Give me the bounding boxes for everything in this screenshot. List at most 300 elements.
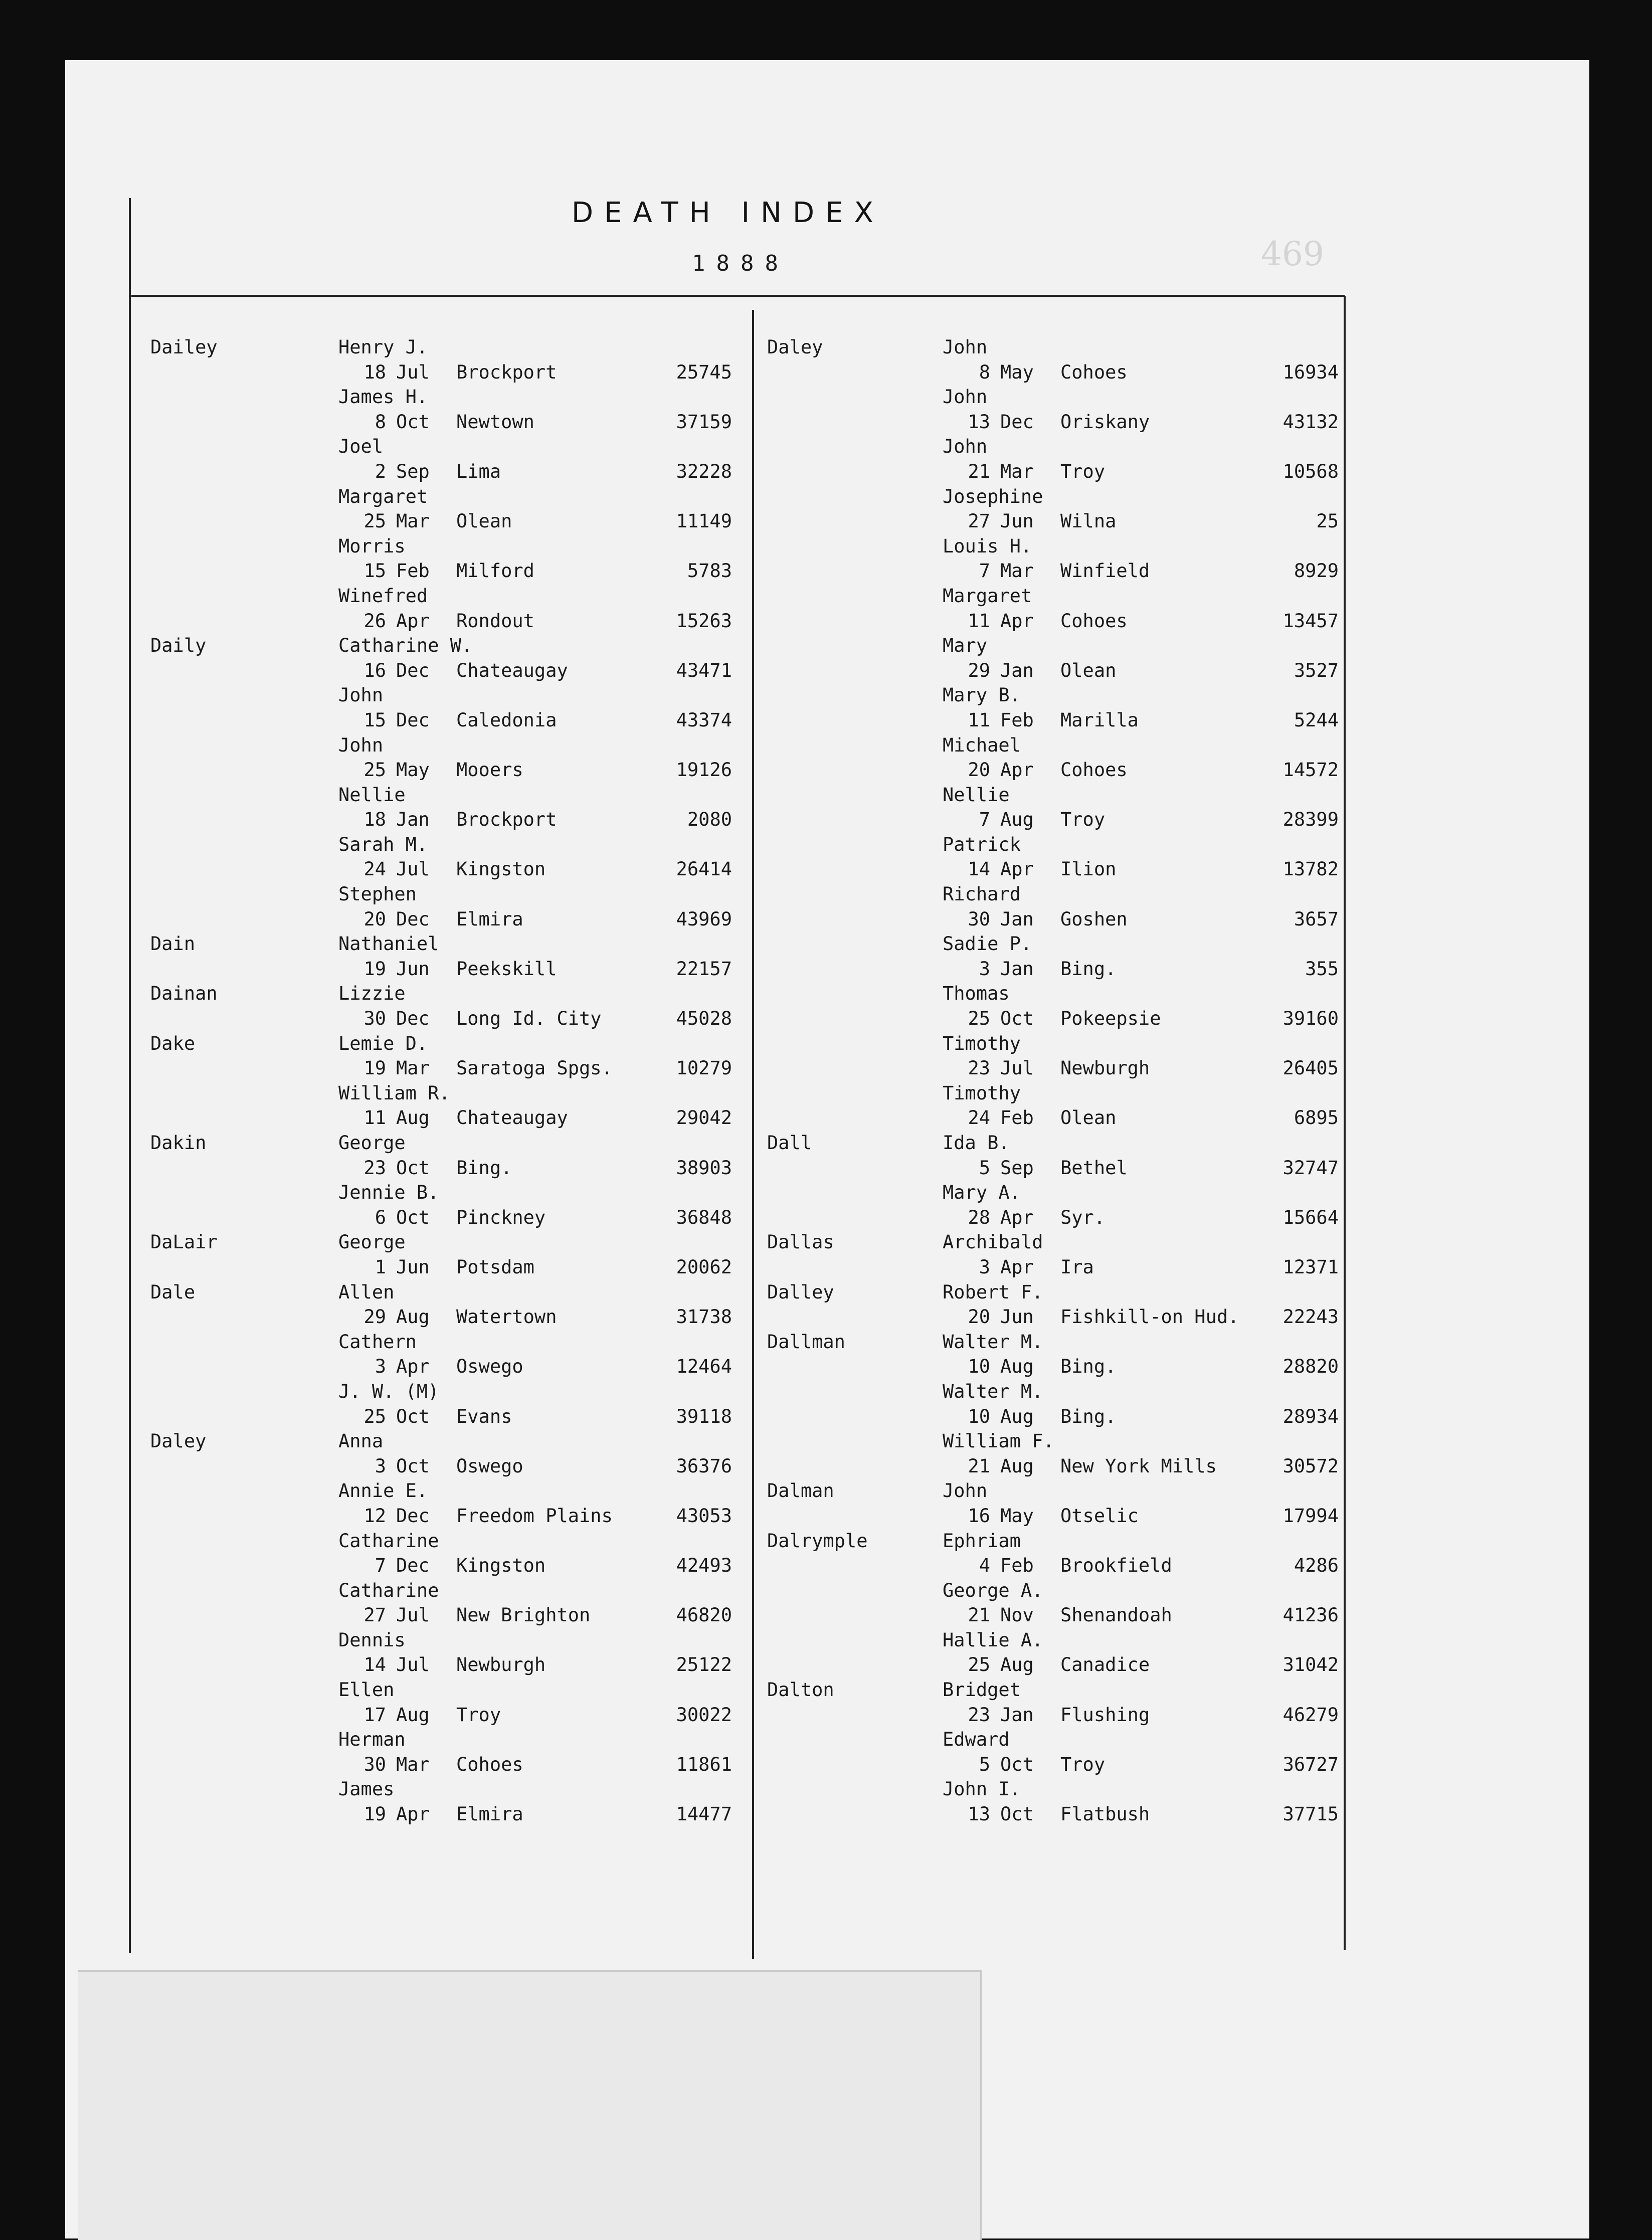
- death-day-cell: 3: [979, 958, 990, 980]
- given-name-cell: Ida B.: [943, 1132, 1010, 1154]
- death-day-cell: 21: [968, 1604, 990, 1626]
- death-day-cell: 10: [968, 1356, 990, 1378]
- death-month-cell: Aug: [1000, 1356, 1034, 1378]
- surname-cell: Dake: [150, 1032, 196, 1054]
- given-name-cell: Michael: [943, 734, 1021, 756]
- death-month-cell: Jun: [1000, 1306, 1034, 1328]
- given-name-cell: Sadie P.: [943, 933, 1032, 955]
- death-place-cell: Kingston: [456, 1555, 546, 1577]
- death-month-cell: Mar: [396, 1753, 430, 1775]
- given-name-cell: George: [338, 1231, 406, 1253]
- death-place-cell: Pokeepsie: [1060, 1008, 1161, 1030]
- death-day-cell: 3: [979, 1256, 990, 1278]
- death-day-cell: 5: [979, 1157, 990, 1179]
- certificate-number-cell: 39118: [676, 1405, 732, 1427]
- death-day-cell: 17: [363, 1704, 386, 1726]
- death-place-cell: Troy: [1060, 1753, 1106, 1775]
- death-day-cell: 30: [363, 1008, 386, 1030]
- death-place-cell: Cohoes: [1060, 759, 1128, 781]
- certificate-number-cell: 22243: [1282, 1306, 1339, 1328]
- certificate-number-cell: 14477: [676, 1803, 732, 1825]
- death-place-cell: Flushing: [1060, 1704, 1150, 1726]
- certificate-number-cell: 31738: [676, 1306, 732, 1328]
- death-place-cell: Troy: [1060, 809, 1106, 831]
- death-month-cell: Sep: [1000, 1157, 1034, 1179]
- death-place-cell: Olean: [1060, 659, 1117, 681]
- header-rule: [131, 295, 1345, 297]
- given-name-cell: Henry J.: [338, 336, 428, 358]
- death-day-cell: 10: [968, 1405, 990, 1427]
- death-place-cell: Mooers: [456, 759, 523, 781]
- death-month-cell: Mar: [1000, 560, 1034, 582]
- death-place-cell: Chateaugay: [456, 1107, 568, 1129]
- death-month-cell: Jul: [396, 361, 430, 383]
- certificate-number-cell: 36848: [676, 1206, 732, 1228]
- death-day-cell: 25: [363, 510, 386, 532]
- certificate-number-cell: 5244: [1294, 709, 1339, 731]
- given-name-cell: Nathaniel: [338, 933, 439, 955]
- certificate-number-cell: 28399: [1282, 809, 1339, 831]
- death-place-cell: Caledonia: [456, 709, 557, 731]
- death-day-cell: 23: [968, 1704, 990, 1726]
- page-title: DEATH INDEX: [572, 197, 884, 229]
- death-place-cell: Newburgh: [1060, 1057, 1150, 1079]
- death-month-cell: Jun: [396, 958, 430, 980]
- death-day-cell: 25: [363, 1405, 386, 1427]
- certificate-number-cell: 30572: [1282, 1455, 1339, 1477]
- surname-cell: Dallman: [767, 1331, 845, 1353]
- certificate-number-cell: 19126: [676, 759, 732, 781]
- certificate-number-cell: 39160: [1282, 1008, 1339, 1030]
- death-place-cell: Potsdam: [456, 1256, 534, 1278]
- death-month-cell: Dec: [396, 908, 430, 930]
- certificate-number-cell: 13782: [1282, 858, 1339, 880]
- death-place-cell: Bing.: [1060, 958, 1117, 980]
- death-day-cell: 8: [979, 361, 990, 383]
- death-month-cell: Oct: [396, 1455, 430, 1477]
- death-day-cell: 15: [363, 560, 386, 582]
- death-place-cell: Bing.: [456, 1157, 512, 1179]
- death-month-cell: Mar: [396, 510, 430, 532]
- surname-cell: Daley: [767, 336, 823, 358]
- left-margin-rule: [129, 198, 131, 1953]
- given-name-cell: William R.: [338, 1082, 450, 1104]
- given-name-cell: Joel: [338, 436, 384, 458]
- certificate-number-cell: 37159: [676, 411, 732, 433]
- death-place-cell: Syr.: [1060, 1206, 1106, 1228]
- death-day-cell: 11: [968, 709, 990, 731]
- certificate-number-cell: 36376: [676, 1455, 732, 1477]
- certificate-number-cell: 25745: [676, 361, 732, 383]
- death-place-cell: Fishkill-on Hud.: [1060, 1306, 1239, 1328]
- index-page: [65, 60, 1589, 2238]
- death-place-cell: Ira: [1060, 1256, 1094, 1278]
- certificate-number-cell: 3657: [1294, 908, 1339, 930]
- given-name-cell: Morris: [338, 535, 406, 557]
- given-name-cell: John: [943, 336, 988, 358]
- death-month-cell: Mar: [396, 1057, 430, 1079]
- death-place-cell: Lima: [456, 460, 501, 482]
- death-day-cell: 30: [363, 1753, 386, 1775]
- death-month-cell: Aug: [396, 1107, 430, 1129]
- certificate-number-cell: 32228: [676, 460, 732, 482]
- certificate-number-cell: 37715: [1282, 1803, 1339, 1825]
- death-place-cell: Shenandoah: [1060, 1604, 1172, 1626]
- death-day-cell: 21: [968, 1455, 990, 1477]
- certificate-number-cell: 28820: [1282, 1356, 1339, 1378]
- death-place-cell: Elmira: [456, 908, 523, 930]
- given-name-cell: John: [943, 386, 988, 408]
- given-name-cell: Lemie D.: [338, 1032, 428, 1054]
- death-day-cell: 16: [968, 1505, 990, 1527]
- certificate-number-cell: 10568: [1282, 460, 1339, 482]
- death-place-cell: Cohoes: [456, 1753, 523, 1775]
- death-day-cell: 4: [979, 1555, 990, 1577]
- death-month-cell: Dec: [396, 1008, 430, 1030]
- death-place-cell: Newburgh: [456, 1654, 546, 1676]
- death-month-cell: Jul: [396, 1654, 430, 1676]
- death-place-cell: Troy: [456, 1704, 501, 1726]
- given-name-cell: Richard: [943, 883, 1021, 905]
- death-month-cell: Jan: [1000, 908, 1034, 930]
- certificate-number-cell: 43132: [1282, 411, 1339, 433]
- death-day-cell: 20: [363, 908, 386, 930]
- given-name-cell: Bridget: [943, 1679, 1021, 1701]
- death-place-cell: Wilna: [1060, 510, 1117, 532]
- death-place-cell: Olean: [1060, 1107, 1117, 1129]
- death-day-cell: 25: [363, 759, 386, 781]
- death-place-cell: Chateaugay: [456, 659, 568, 681]
- given-name-cell: Catharine: [338, 1530, 439, 1552]
- given-name-cell: Louis H.: [943, 535, 1032, 557]
- scan-overlay-strip: [78, 1970, 982, 2240]
- death-month-cell: Dec: [396, 709, 430, 731]
- death-month-cell: Apr: [396, 610, 430, 632]
- death-day-cell: 20: [968, 1306, 990, 1328]
- death-day-cell: 7: [375, 1555, 386, 1577]
- certificate-number-cell: 26414: [676, 858, 732, 880]
- death-month-cell: May: [1000, 1505, 1034, 1527]
- death-place-cell: Otselic: [1060, 1505, 1139, 1527]
- death-day-cell: 6: [375, 1206, 386, 1228]
- death-month-cell: Oct: [1000, 1803, 1034, 1825]
- death-day-cell: 11: [363, 1107, 386, 1129]
- given-name-cell: Anna: [338, 1430, 384, 1452]
- death-day-cell: 25: [968, 1008, 990, 1030]
- given-name-cell: Catharine: [338, 1579, 439, 1601]
- surname-cell: Dale: [150, 1281, 196, 1303]
- certificate-number-cell: 36727: [1282, 1753, 1339, 1775]
- death-month-cell: Sep: [396, 460, 430, 482]
- certificate-number-cell: 32747: [1282, 1157, 1339, 1179]
- death-month-cell: Oct: [396, 1206, 430, 1228]
- death-month-cell: Aug: [1000, 809, 1034, 831]
- death-place-cell: Newtown: [456, 411, 534, 433]
- certificate-number-cell: 4286: [1294, 1555, 1339, 1577]
- certificate-number-cell: 2080: [687, 809, 732, 831]
- certificate-number-cell: 25122: [676, 1654, 732, 1676]
- given-name-cell: Mary A.: [943, 1182, 1021, 1204]
- given-name-cell: Nellie: [338, 784, 406, 806]
- death-month-cell: Feb: [1000, 709, 1034, 731]
- death-day-cell: 7: [979, 809, 990, 831]
- death-place-cell: Pinckney: [456, 1206, 546, 1228]
- surname-cell: Daley: [150, 1430, 207, 1452]
- death-place-cell: Evans: [456, 1405, 512, 1427]
- death-month-cell: Aug: [1000, 1455, 1034, 1477]
- given-name-cell: Archibald: [943, 1231, 1043, 1253]
- death-day-cell: 20: [968, 759, 990, 781]
- death-place-cell: Bethel: [1060, 1157, 1128, 1179]
- death-day-cell: 26: [363, 610, 386, 632]
- given-name-cell: Herman: [338, 1729, 406, 1751]
- death-day-cell: 14: [363, 1654, 386, 1676]
- death-month-cell: Jun: [396, 1256, 430, 1278]
- certificate-number-cell: 30022: [676, 1704, 732, 1726]
- given-name-cell: Edward: [943, 1729, 1010, 1751]
- certificate-number-cell: 43969: [676, 908, 732, 930]
- death-month-cell: Dec: [396, 659, 430, 681]
- death-month-cell: Jul: [396, 858, 430, 880]
- surname-cell: Dalley: [767, 1281, 834, 1303]
- certificate-number-cell: 15664: [1282, 1206, 1339, 1228]
- surname-cell: Dalman: [767, 1480, 834, 1502]
- death-month-cell: Aug: [396, 1704, 430, 1726]
- given-name-cell: Mary: [943, 635, 988, 657]
- death-day-cell: 11: [968, 610, 990, 632]
- death-day-cell: 3: [375, 1356, 386, 1378]
- surname-cell: Dakin: [150, 1132, 207, 1154]
- death-month-cell: Feb: [1000, 1107, 1034, 1129]
- death-place-cell: Brockport: [456, 809, 557, 831]
- death-day-cell: 23: [968, 1057, 990, 1079]
- death-place-cell: Marilla: [1060, 709, 1139, 731]
- certificate-number-cell: 8929: [1294, 560, 1339, 582]
- given-name-cell: Catharine W.: [338, 635, 473, 657]
- certificate-number-cell: 3527: [1294, 659, 1339, 681]
- death-month-cell: Jan: [1000, 958, 1034, 980]
- certificate-number-cell: 10279: [676, 1057, 732, 1079]
- certificate-number-cell: 26405: [1282, 1057, 1339, 1079]
- certificate-number-cell: 25: [1316, 510, 1339, 532]
- death-day-cell: 29: [363, 1306, 386, 1328]
- given-name-cell: James: [338, 1778, 395, 1800]
- death-month-cell: May: [396, 759, 430, 781]
- given-name-cell: Josephine: [943, 485, 1043, 507]
- death-month-cell: Jul: [396, 1604, 430, 1626]
- death-day-cell: 27: [363, 1604, 386, 1626]
- death-day-cell: 13: [968, 1803, 990, 1825]
- death-month-cell: Dec: [396, 1555, 430, 1577]
- certificate-number-cell: 12371: [1282, 1256, 1339, 1278]
- death-day-cell: 7: [979, 560, 990, 582]
- death-place-cell: Milford: [456, 560, 534, 582]
- death-day-cell: 27: [968, 510, 990, 532]
- certificate-number-cell: 16934: [1282, 361, 1339, 383]
- surname-cell: Dailey: [150, 336, 218, 358]
- certificate-number-cell: 14572: [1282, 759, 1339, 781]
- given-name-cell: Hallie A.: [943, 1629, 1043, 1651]
- death-place-cell: Elmira: [456, 1803, 523, 1825]
- given-name-cell: Allen: [338, 1281, 395, 1303]
- certificate-number-cell: 20062: [676, 1256, 732, 1278]
- given-name-cell: John: [338, 734, 384, 756]
- death-place-cell: Brockport: [456, 361, 557, 383]
- death-day-cell: 18: [363, 809, 386, 831]
- certificate-number-cell: 5783: [687, 560, 732, 582]
- surname-cell: Dalton: [767, 1679, 834, 1701]
- certificate-number-cell: 17994: [1282, 1505, 1339, 1527]
- certificate-number-cell: 43053: [676, 1505, 732, 1527]
- death-month-cell: Aug: [1000, 1405, 1034, 1427]
- death-month-cell: Jul: [1000, 1057, 1034, 1079]
- death-day-cell: 29: [968, 659, 990, 681]
- given-name-cell: John I.: [943, 1778, 1021, 1800]
- death-day-cell: 24: [968, 1107, 990, 1129]
- death-month-cell: Jun: [1000, 510, 1034, 532]
- given-name-cell: Timothy: [943, 1082, 1021, 1104]
- death-month-cell: May: [1000, 361, 1034, 383]
- given-name-cell: Ephriam: [943, 1530, 1021, 1552]
- death-place-cell: Brookfield: [1060, 1555, 1172, 1577]
- death-month-cell: Oct: [396, 411, 430, 433]
- death-day-cell: 23: [363, 1157, 386, 1179]
- death-place-cell: Watertown: [456, 1306, 557, 1328]
- death-month-cell: Feb: [1000, 1555, 1034, 1577]
- death-place-cell: Saratoga Spgs.: [456, 1057, 613, 1079]
- given-name-cell: Robert F.: [943, 1281, 1043, 1303]
- certificate-number-cell: 45028: [676, 1008, 732, 1030]
- death-month-cell: Aug: [1000, 1654, 1034, 1676]
- given-name-cell: John: [943, 1480, 988, 1502]
- page-number: 469: [1261, 235, 1324, 273]
- death-place-cell: Olean: [456, 510, 512, 532]
- column-divider: [752, 310, 754, 1959]
- death-place-cell: Goshen: [1060, 908, 1128, 930]
- death-month-cell: Aug: [396, 1306, 430, 1328]
- certificate-number-cell: 22157: [676, 958, 732, 980]
- surname-cell: Dalrymple: [767, 1530, 868, 1552]
- given-name-cell: J. W. (M): [338, 1380, 439, 1402]
- given-name-cell: Jennie B.: [338, 1182, 439, 1204]
- death-month-cell: Feb: [396, 560, 430, 582]
- given-name-cell: George: [338, 1132, 406, 1154]
- death-place-cell: New York Mills: [1060, 1455, 1217, 1477]
- death-day-cell: 3: [375, 1455, 386, 1477]
- death-place-cell: Bing.: [1060, 1356, 1117, 1378]
- death-month-cell: Mar: [1000, 460, 1034, 482]
- death-day-cell: 24: [363, 858, 386, 880]
- death-day-cell: 2: [375, 460, 386, 482]
- death-month-cell: Apr: [396, 1803, 430, 1825]
- certificate-number-cell: 43471: [676, 659, 732, 681]
- death-day-cell: 19: [363, 958, 386, 980]
- surname-cell: Daily: [150, 635, 207, 657]
- death-place-cell: Canadice: [1060, 1654, 1150, 1676]
- given-name-cell: James H.: [338, 386, 428, 408]
- given-name-cell: Dennis: [338, 1629, 406, 1651]
- certificate-number-cell: 11861: [676, 1753, 732, 1775]
- death-place-cell: Cohoes: [1060, 610, 1128, 632]
- given-name-cell: Margaret: [338, 485, 428, 507]
- death-place-cell: Cohoes: [1060, 361, 1128, 383]
- death-month-cell: Apr: [1000, 1256, 1034, 1278]
- given-name-cell: Stephen: [338, 883, 417, 905]
- certificate-number-cell: 13457: [1282, 610, 1339, 632]
- death-month-cell: Dec: [1000, 411, 1034, 433]
- death-month-cell: Jan: [1000, 1704, 1034, 1726]
- death-day-cell: 21: [968, 460, 990, 482]
- index-year: 1888: [692, 251, 789, 276]
- given-name-cell: William F.: [943, 1430, 1054, 1452]
- given-name-cell: Sarah M.: [338, 833, 428, 855]
- surname-cell: Dallas: [767, 1231, 834, 1253]
- death-place-cell: Oswego: [456, 1356, 523, 1378]
- death-day-cell: 5: [979, 1753, 990, 1775]
- death-place-cell: Rondout: [456, 610, 534, 632]
- death-day-cell: 14: [968, 858, 990, 880]
- certificate-number-cell: 43374: [676, 709, 732, 731]
- death-place-cell: Winfield: [1060, 560, 1150, 582]
- certificate-number-cell: 31042: [1282, 1654, 1339, 1676]
- death-place-cell: Oriskany: [1060, 411, 1150, 433]
- death-month-cell: Apr: [1000, 759, 1034, 781]
- surname-cell: Dall: [767, 1132, 812, 1154]
- death-place-cell: Troy: [1060, 460, 1106, 482]
- given-name-cell: Mary B.: [943, 684, 1021, 706]
- death-place-cell: New Brighton: [456, 1604, 591, 1626]
- death-month-cell: Apr: [1000, 610, 1034, 632]
- death-day-cell: 16: [363, 659, 386, 681]
- death-day-cell: 15: [363, 709, 386, 731]
- death-place-cell: Bing.: [1060, 1405, 1117, 1427]
- surname-cell: DaLair: [150, 1231, 218, 1253]
- death-day-cell: 25: [968, 1654, 990, 1676]
- death-month-cell: Oct: [396, 1405, 430, 1427]
- death-place-cell: Oswego: [456, 1455, 523, 1477]
- given-name-cell: Walter M.: [943, 1331, 1043, 1353]
- death-place-cell: Freedom Plains: [456, 1505, 613, 1527]
- certificate-number-cell: 42493: [676, 1555, 732, 1577]
- death-month-cell: Nov: [1000, 1604, 1034, 1626]
- certificate-number-cell: 15263: [676, 610, 732, 632]
- certificate-number-cell: 12464: [676, 1356, 732, 1378]
- given-name-cell: Winefred: [338, 585, 428, 607]
- surname-cell: Dain: [150, 933, 196, 955]
- certificate-number-cell: 46820: [676, 1604, 732, 1626]
- given-name-cell: Ellen: [338, 1679, 395, 1701]
- right-margin-rule: [1344, 296, 1346, 1950]
- death-month-cell: Oct: [396, 1157, 430, 1179]
- death-place-cell: Ilion: [1060, 858, 1117, 880]
- death-place-cell: Kingston: [456, 858, 546, 880]
- death-month-cell: Apr: [1000, 858, 1034, 880]
- certificate-number-cell: 355: [1305, 958, 1339, 980]
- death-month-cell: Apr: [1000, 1206, 1034, 1228]
- death-place-cell: Peekskill: [456, 958, 557, 980]
- given-name-cell: Nellie: [943, 784, 1010, 806]
- certificate-number-cell: 41236: [1282, 1604, 1339, 1626]
- certificate-number-cell: 38903: [676, 1157, 732, 1179]
- given-name-cell: Thomas: [943, 983, 1010, 1005]
- death-day-cell: 13: [968, 411, 990, 433]
- death-month-cell: Apr: [396, 1356, 430, 1378]
- certificate-number-cell: 28934: [1282, 1405, 1339, 1427]
- given-name-cell: John: [943, 436, 988, 458]
- given-name-cell: Margaret: [943, 585, 1032, 607]
- death-day-cell: 12: [363, 1505, 386, 1527]
- death-day-cell: 30: [968, 908, 990, 930]
